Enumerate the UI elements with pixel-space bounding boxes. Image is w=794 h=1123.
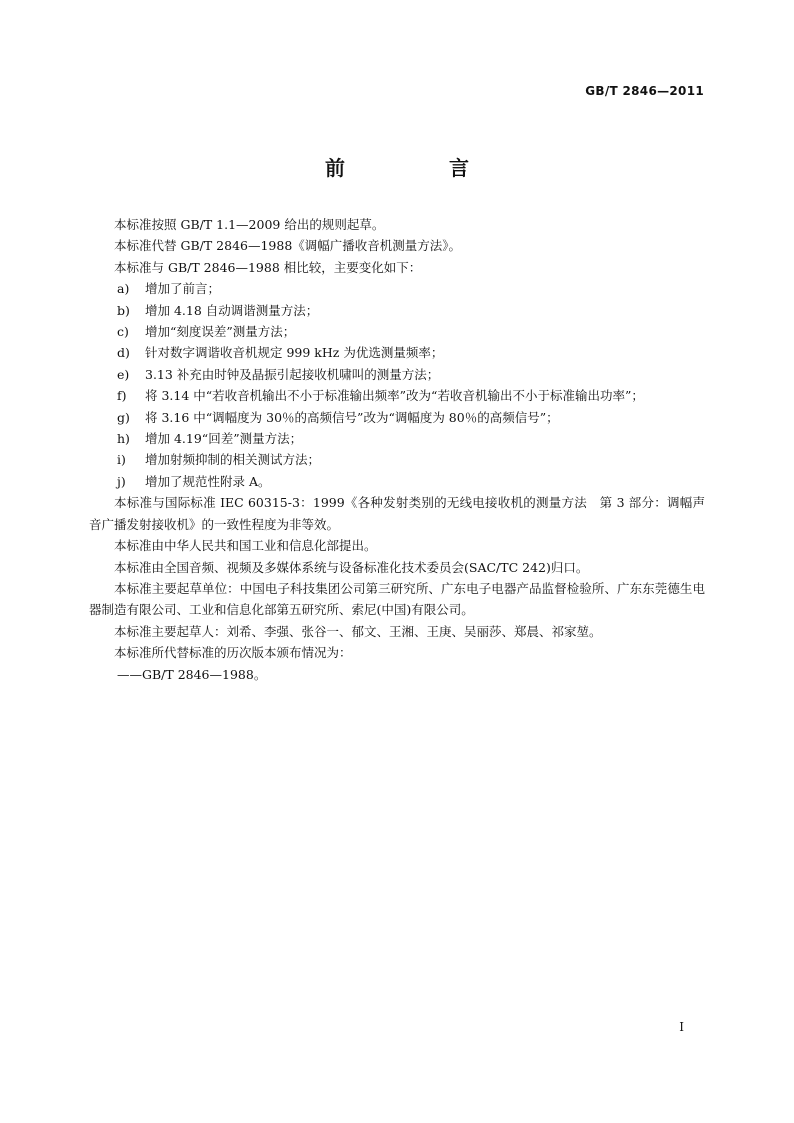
list-text: 针对数字调谐收音机规定 999 kHz 为优选测量频率； <box>145 345 444 361</box>
paragraph: 本标准按照 GB/T 1.1—2009 给出的规则起草。 <box>114 217 385 232</box>
list-marker: g) <box>117 409 130 425</box>
standard-code: GB/T 2846—2011 <box>585 84 704 98</box>
list-item <box>89 471 705 492</box>
list-marker: c) <box>117 324 129 340</box>
list-text: 增加射频抑制的相关测试方法； <box>145 452 321 468</box>
list-item <box>89 385 705 406</box>
list-marker: h) <box>117 431 130 447</box>
list-marker: f) <box>117 388 127 404</box>
paragraph: 本标准与国际标准 IEC 60315-3：1999《各种发射类别的无线电接收机的测量方法 第 3 部分：调幅声音广播发射接收机》的一致性程度为非等效。 <box>89 495 705 532</box>
list-item <box>89 342 705 363</box>
list-marker: b) <box>117 302 130 318</box>
list-item <box>89 278 705 299</box>
paragraph: 本标准由全国音频、视频及多媒体系统与设备标准化技术委员会(SAC/TC 242)归口。 <box>114 559 589 575</box>
list-item <box>89 321 705 342</box>
paragraph: 本标准主要起草人：刘希、李强、张谷一、郁文、王湘、王庚、吴丽莎、郑晨、祁家堃。 <box>114 623 602 639</box>
paragraph: 本标准主要起草单位：中国电子科技集团公司第三研究所、广东电子电器产品监督检验所、广东东莞德生电器制造有限公司、工业和信息化部第五研究所、索尼(中国)有限公司。 <box>89 580 705 618</box>
list-marker: d) <box>117 345 130 361</box>
list-text: 增加 4.18 自动调谐测量方法； <box>145 302 319 318</box>
list-text: 增加 4.19“回差”测量方法； <box>145 431 303 447</box>
list-item <box>89 449 705 470</box>
list-item <box>89 364 705 385</box>
list-text: 将 3.16 中“调幅度为 30％的高频信号”改为“调幅度为 80％的高频信号”； <box>145 409 559 425</box>
list-text: 3.13 补充由时钟及晶振引起接收机啸叫的测量方法； <box>145 366 440 382</box>
list-item <box>89 428 705 449</box>
list-marker: e) <box>117 366 130 382</box>
paragraph: 本标准代替 GB/T 2846—1988《调幅广播收音机测量方法》。 <box>114 238 462 254</box>
list-text: 增加了前言； <box>145 281 221 297</box>
list-text: 增加“刻度误差”测量方法； <box>145 324 296 340</box>
list-marker: i) <box>117 452 126 468</box>
paragraph: 本标准与 GB/T 2846—1988 相比较，主要变化如下： <box>114 259 422 275</box>
paragraph: 本标准由中华人民共和国工业和信息化部提出。 <box>114 538 377 554</box>
paragraph: 本标准所代替标准的历次版本颁布情况为： <box>114 645 352 661</box>
page-title: 前 言 <box>325 156 511 180</box>
history-item: ——GB/T 2846—1988。 <box>117 666 267 682</box>
foreword-body <box>89 214 705 685</box>
page-number: I <box>679 1020 684 1034</box>
list-marker: a) <box>117 281 130 297</box>
list-marker: j) <box>117 473 126 489</box>
list-item <box>89 300 705 321</box>
list-text: 增加了规范性附录 A。 <box>145 473 271 489</box>
list-text: 将 3.14 中“若收音机输出不小于标准输出频率”改为“若收音机输出不小于标准输出功率”； <box>145 388 644 404</box>
list-item <box>89 407 705 428</box>
